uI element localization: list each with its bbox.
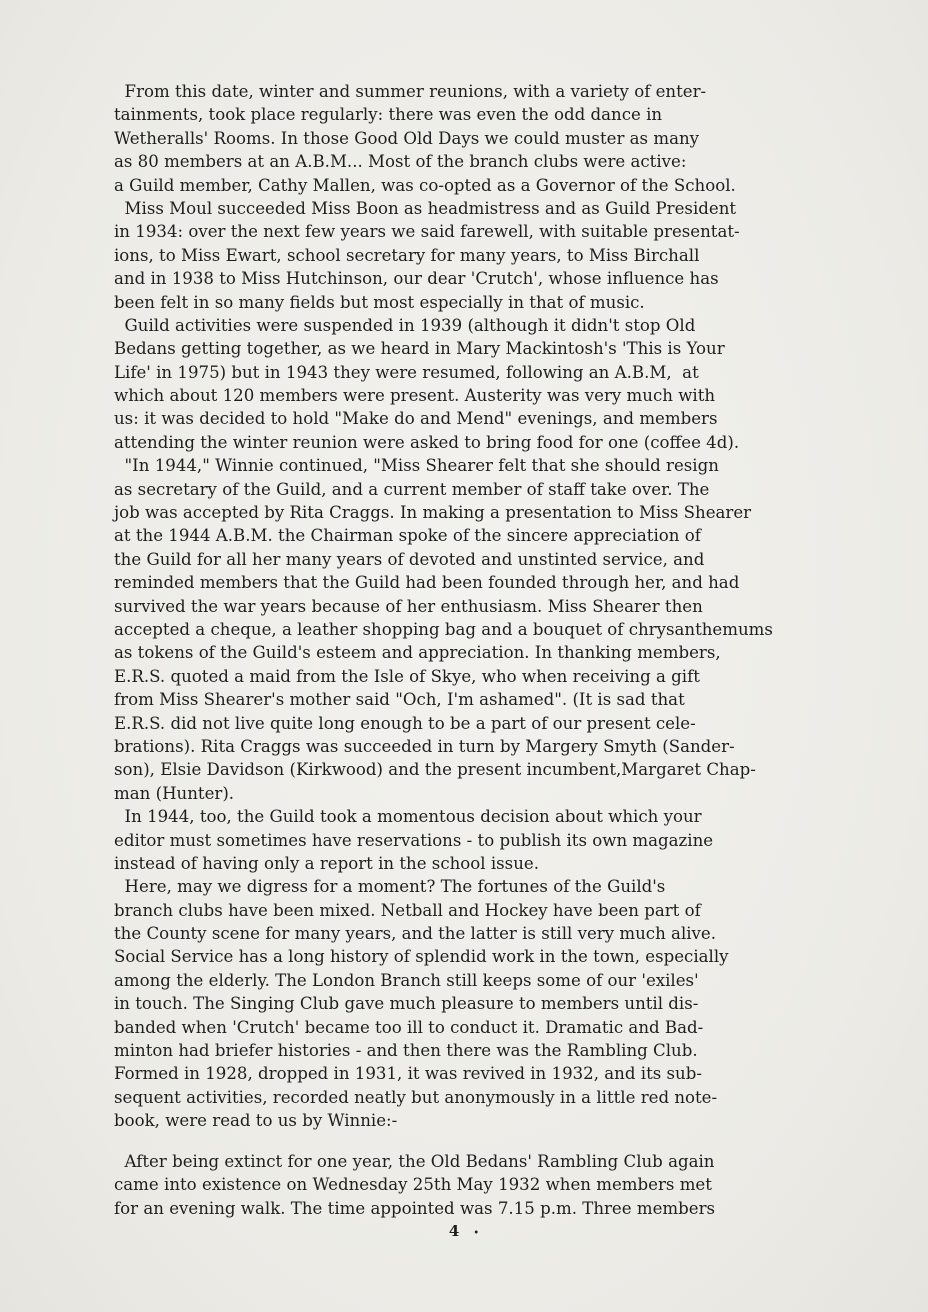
text-line: attending the winter reunion were asked to bring food for one (coffee 4d). (114, 432, 740, 452)
text-line: among the elderly. The London Branch still keeps some of our 'exiles' (114, 970, 699, 990)
text-line: From this date, winter and summer reunions, with a variety of enter- (114, 82, 707, 101)
text-line: brations). Rita Craggs was succeeded in turn by Margery Smyth (Sander- (114, 736, 735, 756)
text-line: banded when 'Crutch' became too ill to conduct it. Dramatic and Bad- (114, 1017, 704, 1037)
text-line: Social Service has a long history of splendid work in the town, especially (114, 947, 729, 967)
text-line: In 1944, too, the Guild took a momentous decision about which your (114, 807, 702, 827)
text-line: came into existence on Wednesday 25th May 1932 when members met (114, 1175, 712, 1195)
footer-dot: • (473, 1228, 480, 1239)
text-line: Here, may we digress for a moment? The fortunes of the Guild's (114, 877, 666, 897)
text-line: Life' in 1975) but in 1943 they were resumed, following an A.B.M, at (114, 362, 699, 382)
text-line: "In 1944," Winnie continued, "Miss Shearer felt that she should resign (114, 456, 719, 476)
text-line: instead of having only a report in the school issue. (114, 853, 539, 873)
text-line: Miss Moul succeeded Miss Boon as headmistress and as Guild President (114, 198, 737, 218)
text-line: from Miss Shearer's mother said "Och, I'm ashamed". (It is sad that (114, 690, 685, 710)
final-paragraph (114, 1150, 820, 1220)
text-line: which about 120 members were present. Austerity was very much with (114, 386, 716, 406)
text-line: as 80 members at an A.B.M... Most of the branch clubs were active: (114, 152, 687, 172)
text-line: been felt in so many fields but most especially in that of music. (114, 292, 645, 312)
text-line: as tokens of the Guild's esteem and appreciation. In thanking members, (114, 643, 721, 663)
text-line: job was accepted by Rita Craggs. In making a presentation to Miss Shearer (114, 503, 752, 523)
text-line: E.R.S. did not live quite long enough to be a part of our present cele- (114, 713, 696, 733)
text-line: reminded members that the Guild had been founded through her, and had (114, 573, 740, 593)
text-line: for an evening walk. The time appointed was 7.15 p.m. Three members (114, 1198, 716, 1218)
text-line: at the 1944 A.B.M. the Chairman spoke of the sincere appreciation of (114, 526, 701, 546)
text-line: survived the war years because of her enthusiasm. Miss Shearer then (114, 596, 703, 616)
text-line: and in 1938 to Miss Hutchinson, our dear 'Crutch', whose influence has (114, 269, 719, 289)
text-line: in touch. The Singing Club gave much pleasure to members until dis- (114, 994, 699, 1014)
text-line: editor must sometimes have reservations - to publish its own magazine (114, 830, 714, 850)
text-line: the Guild for all her many years of devoted and unstinted service, and (114, 549, 705, 569)
text-line: the County scene for many years, and the latter is still very much alive. (114, 924, 717, 944)
text-line: son), Elsie Davidson (Kirkwood) and the present incumbent,Margaret Chap- (114, 760, 756, 780)
text-line: Formed in 1928, dropped in 1931, it was revived in 1932, and its sub- (114, 1064, 702, 1084)
body-text (114, 80, 820, 1133)
text-line: us: it was decided to hold "Make do and Mend" evenings, and members (114, 409, 718, 429)
text-line: branch clubs have been mixed. Netball and Hockey have been part of (114, 900, 701, 920)
text-line: E.R.S. quoted a maid from the Isle of Skye, who when receiving a gift (114, 666, 700, 686)
text-line: sequent activities, recorded neatly but anonymously in a little red note- (114, 1087, 718, 1107)
page-number: 4 (448, 1222, 460, 1240)
text-line: After being extinct for one year, the Old Bedans' Rambling Club again (114, 1152, 715, 1171)
text-line: Bedans getting together, as we heard in Mary Mackintosh's 'This is Your (114, 339, 725, 359)
text-line: a Guild member, Cathy Mallen, was co-opted as a Governor of the School. (114, 175, 736, 195)
text-line: in 1934: over the next few years we said farewell, with suitable presentat- (114, 222, 740, 242)
text-line: book, were read to us by Winnie:- (114, 1111, 398, 1131)
text-line: Guild activities were suspended in 1939 (although it didn't stop Old (114, 315, 696, 335)
page-footer (0, 1222, 928, 1240)
text-line: accepted a cheque, a leather shopping bag and a bouquet of chrysanthemums (114, 619, 773, 639)
text-line: Wetheralls' Rooms. In those Good Old Days we could muster as many (114, 128, 700, 148)
text-line: minton had briefer histories - and then there was the Rambling Club. (114, 1041, 698, 1061)
text-line: ions, to Miss Ewart, school secretary for many years, to Miss Birchall (114, 245, 700, 265)
text-line: as secretary of the Guild, and a current member of staff take over. The (114, 479, 710, 499)
text-line: man (Hunter). (114, 783, 235, 803)
text-line: tainments, took place regularly: there was even the odd dance in (114, 105, 663, 125)
